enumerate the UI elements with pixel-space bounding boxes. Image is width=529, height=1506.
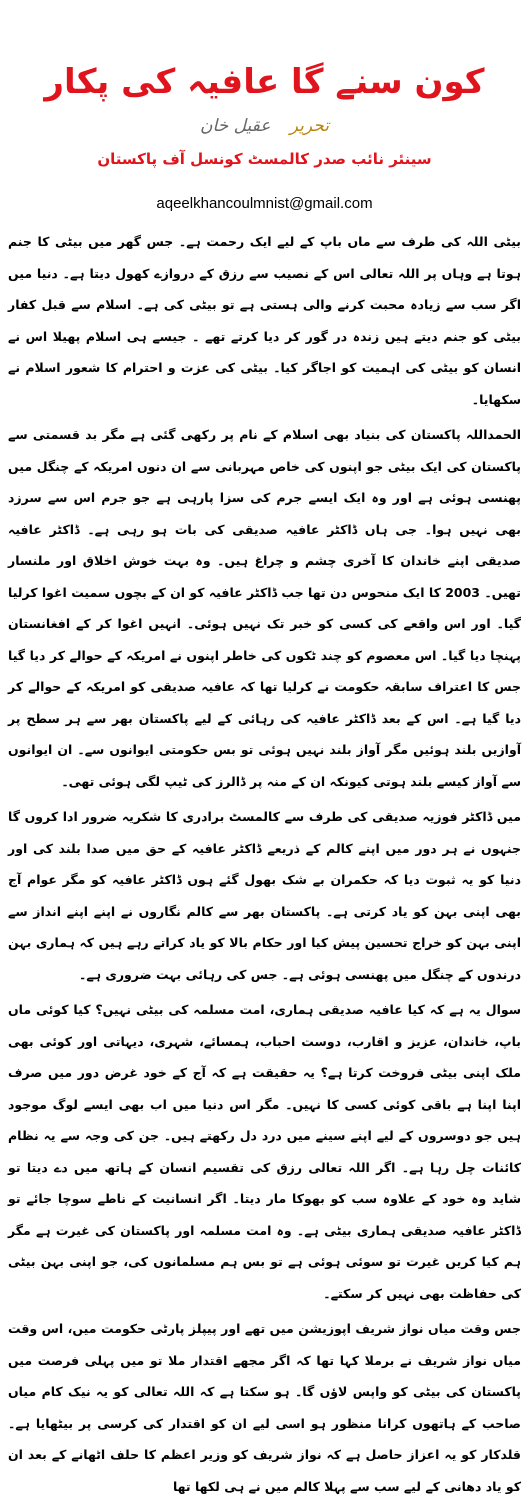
paragraph: میں ڈاکٹر فوزیہ صدیقی کی طرف سے کالمسٹ برادری کا شکریہ ضرور ادا کروں گا جنہوں نے ہر دور میں اپنے کالم کے ذریعے ڈاکٹر عافیہ کے حق میں صدا بلند کی اور دنیا کو یہ ثبوت دیا کہ حکمران بے شک بھول گئے ہوں ڈاکٹر عافیہ کو مگر عوام آج بھی اپنی بہن کو یاد کرتی ہے۔ پاکستان بھر سے کالم نگاروں نے اپنے اپنے انداز سے اپنی بہن کو خراج تحسین پیش کیا اور حکام بالا کو یاد کراتے رہے ہیں کہ ہماری بہن درندوں کے چنگل میں پھنسی ہوئی ہے۔ جس کی رہائی بہت ضروری ہے۔ bbox=[8, 809, 521, 982]
article-body bbox=[8, 226, 521, 1506]
author-name: عقیل خان bbox=[200, 116, 271, 136]
paragraph: الحمداللہ پاکستان کی بنیاد بھی اسلام کے نام پر رکھی گئی ہے مگر بد قسمتی سے پاکستان کی ایک بیٹی جو اپنوں کی خاص مہربانی سے ان دنوں امریکہ کے چنگل میں پھنسی ہوئی ہے اور وہ ایک ایسے جرم کی سزا پارہی ہے جو جرم اس سے سرزد بھی نہیں ہوا۔ جی ہاں ڈاکٹر عافیہ صدیقی کی بات ہو رہی ہے۔ ڈاکٹر عافیہ صدیقی اپنے خاندان کا آخری چشم و چراغ ہیں۔ وہ بہت خوش اخلاق اور ملنسار تھیں۔ 2003 کا ایک منحوس دن تھا جب ڈاکٹر عافیہ کو ان کے بچوں سمیت اغوا کرلیا گیا۔ اور اس واقعے کی کسی کو خبر تک نہیں ہوئی۔ انہیں اغوا کر کے افغانستان پہنچا دیا گیا۔ اس معصوم کو چند ٹکوں کی خاطر اپنوں نے امریکہ کے حوالے کر دیا گیا جس کا اعتراف سابقہ حکومت نے کرلیا تھا کہ عافیہ صدیقی کو امریکہ کے حوالے کر دیا گیا ہے۔ اس کے بعد ڈاکٹر عافیہ کی رہائی کے لیے پاکستان بھر سے ہر سطح پر آوازیں بلند ہوئیں مگر آواز بلند نہیں ہوئی تو بس حکومتی ایوانوں سے۔ ان ایوانوں سے آواز کیسے بلند ہوتی کیونکہ ان کے منہ پر ڈالرز کی ٹیپ لگی ہوئی تھی۔ bbox=[8, 427, 521, 789]
paragraph: بیٹی اللہ کی طرف سے ماں باپ کے لیے ایک رحمت ہے۔ جس گھر میں بیٹی کا جنم ہوتا ہے وہاں پر اللہ تعالی اس کے نصیب سے رزق کے دروازے کھول دیتا ہے۔ دنیا میں اگر سب سے زیادہ محبت کرنے والی ہستی ہے تو بیٹی کی ہے۔ اسلام سے قبل کفار بیٹی کو جنم دیتے ہیں زندہ در گور کر دیا کرتے تھے ۔ جیسے ہی اسلام پھیلا اس نے انسان کو بیٹی کی اہمیت کو اجاگر کیا۔ بیٹی کی عزت و احترام کا شعور اسلام نے سکھایا۔ bbox=[8, 234, 521, 407]
author-designation: سینئر نائب صدر کالمسٹ کونسل آف پاکستان bbox=[97, 150, 432, 168]
author-email[interactable]: aqeelkhancoulmnist@gmail.com bbox=[156, 195, 373, 212]
byline bbox=[0, 116, 529, 136]
paragraph: جس وقت میاں نواز شریف اپوزیشن میں تھے اور پیپلز پارٹی حکومت میں، اس وقت میاں نواز شریف نے برملا کہا تھا کہ اگر مجھے اقتدار ملا تو میں پہلی فرصت میں پاکستان کی بیٹی کو واپس لاؤں گا۔ ہو سکتا ہے کہ اللہ تعالی کو یہ نیک کام میاں صاحب کے ہاتھوں کرانا منظور ہو اسی لیے ان کو اقتدار کی کرسی پر بیٹھایا ہے۔ قلدکار کو یہ اعزاز حاصل ہے کہ نواز شریف کو وزیر اعظم کا حلف اٹھانے کے بعد ان کو یاد دھانی کے لیے سب سے پہلا کالم میں نے ہی لکھا تھا bbox=[8, 1321, 521, 1494]
article-title: کون سنے گا عافیہ کی پکار bbox=[44, 62, 485, 102]
byline-label: تحریر bbox=[289, 116, 329, 136]
paragraph: سوال یہ ہے کہ کیا عافیہ صدیقی ہماری، امت مسلمہ کی بیٹی نہیں؟ کیا کوئی ماں باپ، خاندان، عزیز و اقارب، دوست احباب، ہمسائے، شہری، دیہاتی اور کوئی بھی ملک اپنی بیٹی فروخت کرتا ہے؟ یہ حقیقت ہے کہ آج کے خود غرض دور میں صرف اپنا اپنا ہے باقی کوئی کسی کا نہیں۔ مگر اس دنیا میں اب بھی ایسے لوگ موجود ہیں جو دوسروں کے لیے اپنے سینے میں درد دل رکھتے ہیں۔ جن کی وجہ سے یہ نظام کائنات چل رہا ہے۔ اگر اللہ تعالی رزق کی تقسیم انسان کے ہاتھ میں دے دیتا تو شاید وہ خود کے علاوہ سب کو بھوکا مار دیتا۔ اگر انسانیت کے ناطے سوچا جائے تو ڈاکٹر عافیہ صدیقی ہماری بیٹی ہے۔ وہ امت مسلمہ اور پاکستان کی غیرت ہے مگر ہم کیا کریں غیرت تو سوئی ہوئی ہے تو بس ہم مسلمانوں کی، جو اپنی بہن بیٹی کی حفاظت بھی نہیں کر سکتے۔ bbox=[8, 1002, 521, 1301]
